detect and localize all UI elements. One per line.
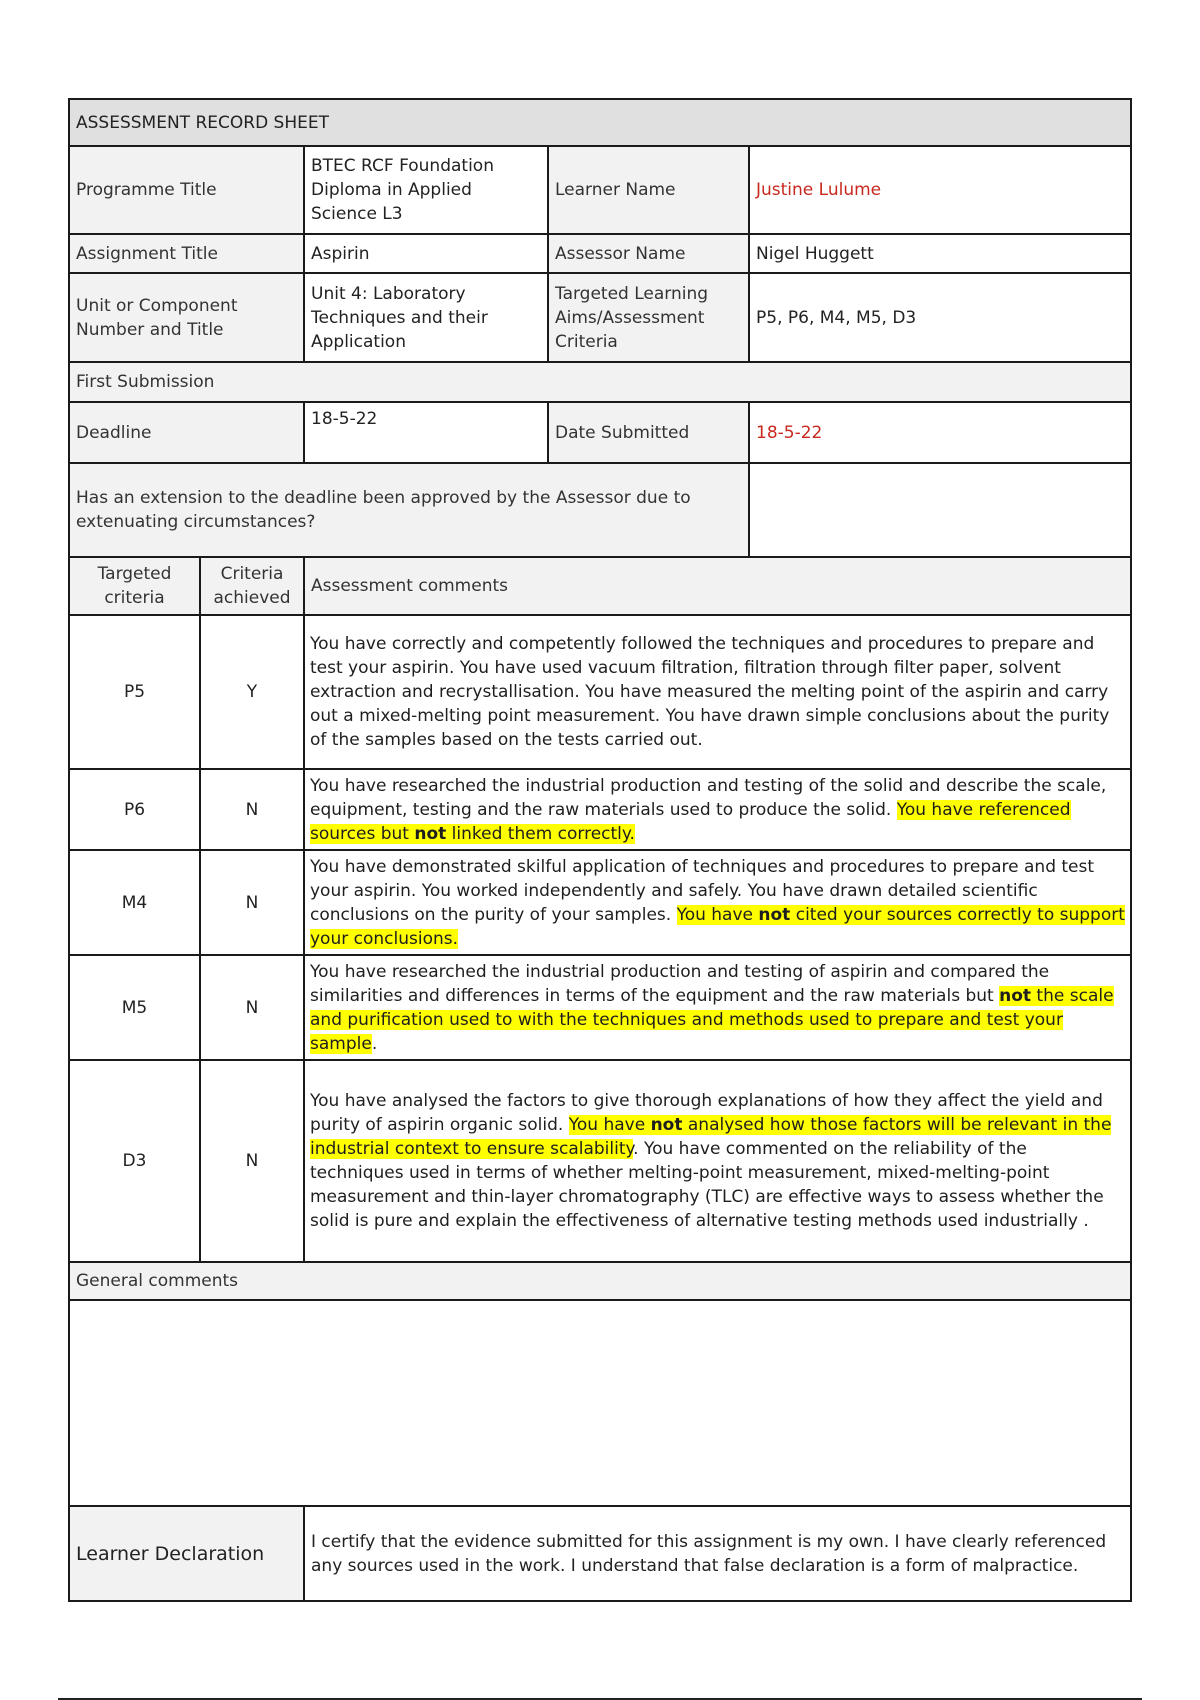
assessor-label: Assessor Name	[548, 234, 749, 273]
criteria-achieved: N	[200, 1060, 304, 1262]
col-criteria-achieved: Criteria achieved	[200, 557, 304, 615]
highlighted-text: the scale and purification used to with the techniques and methods used to prepare and test your sample	[310, 985, 1114, 1054]
criteria-row	[69, 1060, 1131, 1262]
criteria-comment	[304, 1060, 1131, 1262]
criteria-achieved: N	[200, 850, 304, 955]
criteria-row	[69, 850, 1131, 955]
learner-label: Learner Name	[548, 146, 749, 234]
programme-value: BTEC RCF Foundation Diploma in Applied Science L3	[304, 146, 548, 234]
criteria-row	[69, 615, 1131, 769]
criteria-comment	[304, 850, 1131, 955]
highlighted-text: You have	[676, 904, 759, 925]
general-comments-label: General comments	[69, 1262, 1131, 1300]
assessor-value: Nigel Huggett	[749, 234, 1131, 273]
bold-highlight: not	[414, 823, 447, 844]
targets-label: Targeted Learning Aims/Assessment Criteria	[548, 273, 749, 362]
highlighted-text: linked them correctly.	[446, 823, 635, 844]
highlighted-text: You have referenced sources but	[310, 799, 1071, 844]
first-submission-heading: First Submission	[69, 362, 1131, 402]
highlighted-text: cited your sources correctly to support your conclusions.	[310, 904, 1125, 949]
criteria-row	[69, 955, 1131, 1060]
criteria-code: D3	[69, 1060, 200, 1262]
programme-label: Programme Title	[69, 146, 304, 234]
unit-label: Unit or Component Number and Title	[69, 273, 304, 362]
date-submitted-label: Date Submitted	[548, 402, 749, 463]
criteria-comment	[304, 955, 1131, 1060]
criteria-code: P5	[69, 615, 200, 769]
assessment-record-table	[68, 98, 1132, 1602]
learner-declaration-text: I certify that the evidence submitted for this assignment is my own. I have clearly referenced any sources used in the work. I understand that false declaration is a form of malpractice.	[304, 1506, 1131, 1601]
col-assessment-comments: Assessment comments	[304, 557, 1131, 615]
col-targeted-criteria: Targeted criteria	[69, 557, 200, 615]
comment-text: You have researched the industrial production and testing of the solid and describe the scale, equipment, testing and the raw materials used to produce the solid.	[310, 775, 1107, 820]
comment-text: You have correctly and competently followed the techniques and procedures to prepare and test your aspirin. You have used vacuum filtration, filtration through filter paper, solvent extraction and recrystallisation. You have measured the melting point of the aspirin and carry out a mixed-melting point measurement. You have drawn simple conclusions about the purity of the samples based on the tests carried out.	[310, 634, 1110, 750]
comment-text: You have analysed the factors to give thorough explanations of how they affect the yield and purity of aspirin organic solid.	[310, 1091, 1103, 1135]
assignment-value: Aspirin	[304, 234, 548, 273]
criteria-code: M4	[69, 850, 200, 955]
criteria-achieved: Y	[200, 615, 304, 769]
bold-highlight: not	[650, 1115, 683, 1135]
criteria-comment	[304, 769, 1131, 850]
criteria-row	[69, 769, 1131, 850]
sheet-title: ASSESSMENT RECORD SHEET	[69, 99, 1131, 146]
deadline-value: 18-5-22	[304, 402, 548, 463]
extension-question: Has an extension to the deadline been approved by the Assessor due to extenuating circumstances?	[69, 463, 749, 557]
comment-text: .	[371, 1033, 378, 1054]
comment-text: You have demonstrated skilful application of techniques and procedures to prepare and test your aspirin. You worked independently and safely. You have drawn detailed scientific conclusions on the purity of your samples.	[310, 856, 1095, 925]
unit-value: Unit 4: Laboratory Techniques and their Application	[304, 273, 548, 362]
learner-declaration-label: Learner Declaration	[69, 1506, 304, 1601]
criteria-code: P6	[69, 769, 200, 850]
extension-answer	[749, 463, 1131, 557]
highlighted-text: You have	[568, 1115, 651, 1135]
highlighted-text: analysed how those factors will be relevant in the industrial context to ensure scalability	[310, 1115, 1112, 1159]
date-submitted-value: 18-5-22	[749, 402, 1131, 463]
deadline-label: Deadline	[69, 402, 304, 463]
general-comments-box	[69, 1300, 1131, 1506]
comment-text: . You have commented on the reliability of the techniques used in terms of whether melting-point measurement, mixed-melting-point measurement and thin-layer chromatography (TLC) are effective ways to assess whether the solid is pure and explain the effectiveness of alternative testing methods used industrially .	[310, 1139, 1104, 1231]
targets-value: P5, P6, M4, M5, D3	[749, 273, 1131, 362]
assignment-label: Assignment Title	[69, 234, 304, 273]
criteria-achieved: N	[200, 955, 304, 1060]
criteria-comment	[304, 615, 1131, 769]
criteria-achieved: N	[200, 769, 304, 850]
bold-highlight: not	[999, 985, 1032, 1006]
bold-highlight: not	[758, 904, 791, 925]
comment-text: You have researched the industrial production and testing of aspirin and compared the similarities and differences in terms of the equipment and the raw materials but	[310, 961, 1050, 1006]
learner-value: Justine Lulume	[749, 146, 1131, 234]
criteria-code: M5	[69, 955, 200, 1060]
